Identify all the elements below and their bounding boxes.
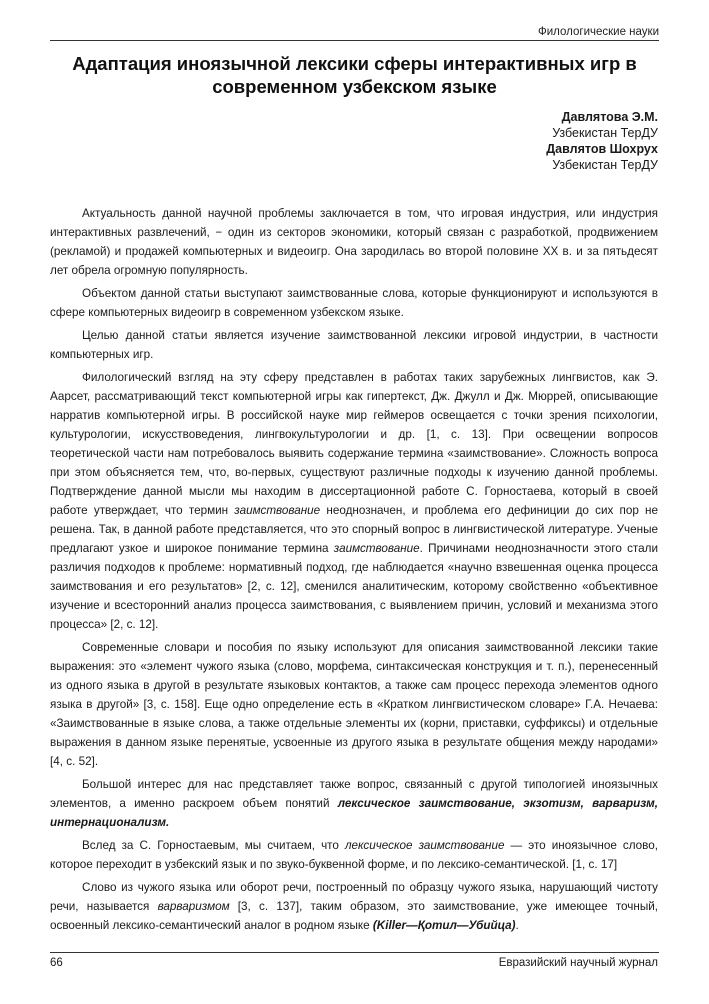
page-number: 66 [50, 957, 63, 969]
header-divider [50, 40, 659, 41]
punctuation: , [654, 797, 659, 810]
text-span: Филологический взгляд на эту сферу представлен в работах таких зарубежных лингвистов, как Э. Аарсет, рассматривающий текст компьютерной игры как гипертекст, Дж. Джулл и Дж. Мюррей, описывающие нарратив компьютерной игры. В российской науке мир геймеров освещается с точки зрения психологии, культурологии, искусствоведения, лингвокультурологии и др. [1, с. 13]. При освещении вопросов теоретической части нам потребовалось выявить содержание термина «заимствование». Сложность вопроса при этом объясняется тем, что, во-первых, существуют различные подходы к изучению данной проблемы. Подтверждение данной мысли мы находим в диссертационной работе С. Горностаева, который в своей работе утверждает, что термин [50, 371, 658, 517]
text-span: [3, с. 137], таким образом, это заимствование, уже имеющее точный, освоенный лексико-семантический аналог в родном языке [50, 900, 659, 932]
author-affiliation: Узбекистан ТерДУ [552, 158, 658, 172]
text-span: Большой интерес для нас представляет также вопрос, связанный с другой типологией иноязычных элементов, а именно раскроем объем понятий [50, 778, 658, 810]
paragraph-goal: Целью данной статьи является изучение заимствованной лексики игровой индустрии, в частности компьютерных игр. [50, 329, 658, 361]
footer-divider [50, 952, 659, 953]
paragraph-typology [50, 775, 658, 832]
paragraph-literature-review [50, 368, 658, 634]
bold-italic-term: варваризм [592, 797, 655, 810]
article-body [50, 204, 658, 939]
punctuation: . [515, 919, 519, 932]
punctuation: , [511, 797, 524, 810]
italic-term: варваризмом [157, 900, 230, 913]
journal-name: Евразийский научный журнал [498, 957, 658, 969]
bold-italic-term: лексическое заимствование [337, 797, 512, 810]
italic-term: заимствование [333, 542, 420, 555]
text-span: Слово из чужого языка или оборот речи, построенный по образцу чужого языка, нарушающий чистоту речи, называется [50, 881, 658, 913]
paragraph-definitions: Современные словари и пособия по языку используют для описания заимствованной лексики такие выражения: это «элемент чужого языка (слово, морфема, синтаксическая конструкция и т. п.), перенесенный из одного языка в другой в результате языковых контактов, а также сам процесс перехода элементов одного языка в другой» [3, с. 158]. Еще одно определение есть в «Кратком лингвистическом словаре» Г.А. Нечаева: «Заимствованные в языке слова, а также отдельные элементы их (корни, приставки, суффиксы) и отдельные выражения в данном языке перенятые, усвоенные из другого языка в результате общения между народами» [4, с. 52]. [50, 641, 658, 768]
running-header: Филологические науки [537, 26, 659, 38]
bold-italic-term: интернационализм [50, 816, 167, 829]
author-block [546, 109, 658, 173]
text-span: . Причинами неоднозначности этого стали различия подходов к проблеме: нормативный подход, где наблюдается «научно взвешенная оценка процесса заимствования и его результатов» [2, с. 12], сменился аналитическим, которому свойственно «объективное изучение и всесторонний анализ процесса заимствования, с выявлением причин, условий и механизма этого процесса» [2, с. 12]. [50, 542, 658, 631]
paragraph-barbarism [50, 878, 658, 935]
text-span: Вслед за С. Горностаевым, мы считаем, что [82, 839, 345, 852]
paragraph-lexical-borrowing [50, 836, 658, 874]
paragraph-object: Объектом данной статьи выступают заимствованные слова, которые функционируют и используются в сфере компьютерных видеоигр в современном узбекском языке. [50, 287, 658, 319]
paragraph-relevance: Актуальность данной научной проблемы заключается в том, что игровая индустрия, или индустрия интерактивных развлечений, − один из секторов экономики, который связан с разработкой, продвижением (рекламой) и продажей компьютерных и видеоигр. Она зародилась во второй половине XX в. и за пятьдесят лет обрела огромную популярность. [50, 207, 658, 277]
bold-italic-example: (Killer—Қотил—Убийца) [372, 919, 516, 932]
italic-term: заимствование [234, 504, 321, 517]
author-name: Давлятова Э.М. [561, 110, 658, 124]
punctuation: . [166, 816, 170, 829]
text-span: — это иноязычное слово, которое переходит в узбекский язык и по звуко-буквенной форме, и по лексико-семантической. [1, с. 17] [50, 839, 658, 871]
text-span: неоднозначен, и проблема его дефиниции до сих пор не решена. Так, в данной работе представляется, что это спорный вопрос в лингвистической литературе. Ученые предлагают узкое и широкое понимание термина [50, 504, 658, 555]
author-affiliation: Узбекистан ТерДУ [552, 126, 658, 140]
punctuation: , [580, 797, 593, 810]
italic-term: лексическое заимствование [344, 839, 505, 852]
bold-italic-term: экзотизм [523, 797, 581, 810]
author-name: Давлятов Шохрух [546, 142, 658, 156]
article-title: Адаптация иноязычной лексики сферы интерактивных игр в современном узбекском языке [72, 53, 637, 97]
